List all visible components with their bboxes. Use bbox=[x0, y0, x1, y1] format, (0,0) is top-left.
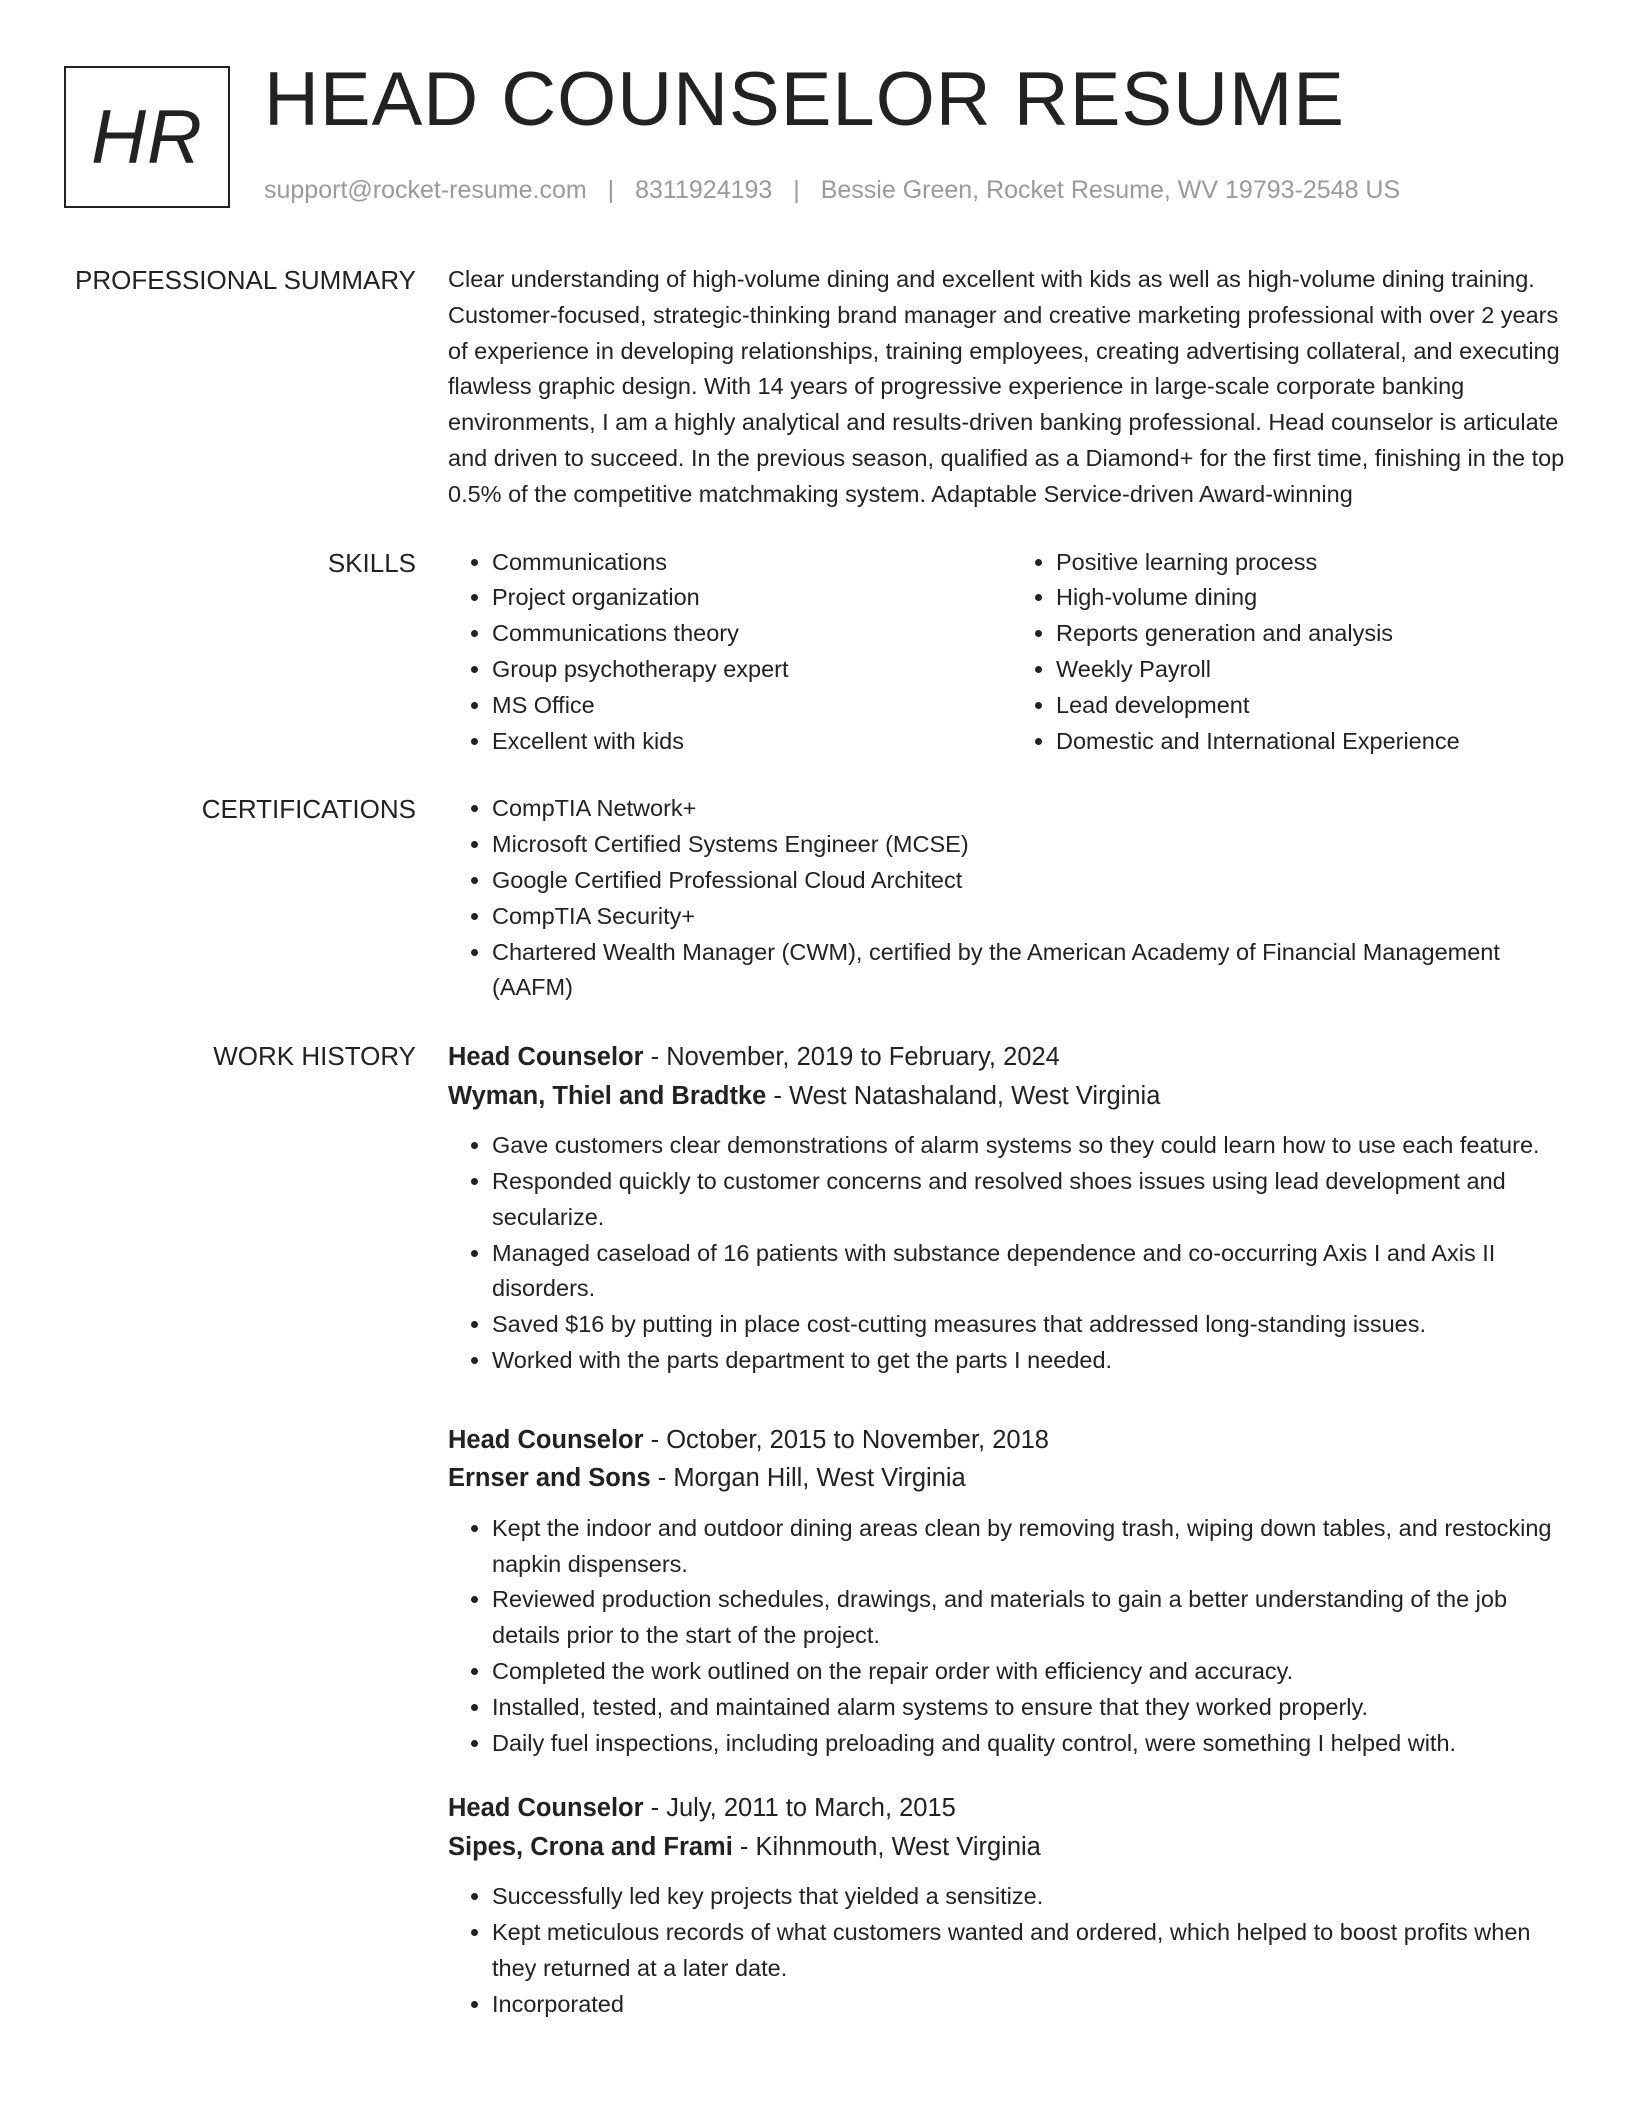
skill-item: • Weekly Payroll bbox=[1056, 652, 1576, 688]
skills-list-right bbox=[1012, 545, 1576, 760]
resume-title: HEAD COUNSELOR RESUME bbox=[264, 57, 1345, 142]
work-history-body bbox=[448, 1038, 1576, 2022]
skills-columns bbox=[448, 545, 1576, 760]
skill-item: • Group psychotherapy expert bbox=[492, 652, 1012, 688]
job-entry bbox=[448, 1789, 1576, 2022]
certification-item: • Chartered Wealth Manager (CWM), certified by the American Academy of Financial Management (AAFM) bbox=[492, 935, 1576, 1007]
contact-address: Bessie Green, Rocket Resume, WV 19793-2548 US bbox=[820, 176, 1401, 204]
job-title: Head Counselor bbox=[448, 1425, 644, 1454]
job-duty: • Responded quickly to customer concerns and resolved shoes issues using lead development and secularize. bbox=[492, 1164, 1576, 1236]
job-duty: • Successfully led key projects that yielded a sensitize. bbox=[492, 1879, 1576, 1915]
job-duties-list bbox=[448, 1128, 1576, 1379]
summary-body bbox=[448, 262, 1576, 513]
contact-separator: | bbox=[793, 176, 800, 204]
job-title: Head Counselor bbox=[448, 1794, 644, 1823]
skill-item: • Communications bbox=[492, 545, 1012, 581]
skills-section bbox=[64, 545, 1576, 760]
summary-text: Clear understanding of high-volume dining and excellent with kids as well as high-volume dining training. Customer-focused, strategic-thinking brand manager and creative marketing professional with over 2 years of experience in developing relationships, training employees, creating advertising collateral, and executing flawless graphic design. With 14 years of progressive experience in large-scale corporate banking environments, I am a highly analytical and results-driven banking professional. Head counselor is articulate and driven to succeed. In the previous season, qualified as a Diamond+ for the first time, finishing in the top 0.5% of the competitive matchmaking system. Adaptable Service-driven Award-winning bbox=[448, 266, 1565, 507]
certification-item: • Microsoft Certified Systems Engineer (MCSE) bbox=[492, 827, 1576, 863]
skill-item: • Reports generation and analysis bbox=[1056, 616, 1576, 652]
job-title-line bbox=[448, 1421, 1576, 1460]
skill-item: • Project organization bbox=[492, 580, 1012, 616]
certifications-section bbox=[64, 791, 1576, 1006]
job-duty: • Completed the work outlined on the repair order with efficiency and accuracy. bbox=[492, 1654, 1576, 1690]
certifications-list bbox=[448, 791, 1576, 1006]
contact-separator: | bbox=[607, 176, 615, 204]
job-title-line bbox=[448, 1038, 1576, 1077]
job-duty: • Managed caseload of 16 patients with substance dependence and co-occurring Axis I and Axis II disorders. bbox=[492, 1236, 1576, 1308]
section-heading: WORK HISTORY bbox=[213, 1041, 416, 1072]
skill-item: • Domestic and International Experience bbox=[1056, 724, 1576, 760]
job-duty: • Installed, tested, and maintained alarm systems to ensure that they worked properly. bbox=[492, 1690, 1576, 1726]
job-location: - Morgan Hill, West Virginia bbox=[650, 1464, 966, 1493]
job-duty: • Worked with the parts department to get the parts I needed. bbox=[492, 1343, 1576, 1379]
job-dates: - October, 2015 to November, 2018 bbox=[643, 1425, 1049, 1454]
certification-item: • Google Certified Professional Cloud Architect bbox=[492, 863, 1576, 899]
job-company: Sipes, Crona and Frami bbox=[448, 1832, 733, 1861]
skills-body bbox=[448, 545, 1576, 760]
job-duty: • Reviewed production schedules, drawings, and materials to gain a better understanding of the job details prior to the start of the project. bbox=[492, 1582, 1576, 1654]
resume-content bbox=[64, 262, 1576, 2022]
job-duty: • Kept meticulous records of what customers wanted and ordered, which helped to boost profits when they returned at a later date. bbox=[492, 1915, 1576, 1987]
job-duty: • Incorporated bbox=[492, 1987, 1576, 2023]
skills-list-left bbox=[448, 545, 1012, 760]
contact-phone: 8311924193 bbox=[635, 176, 773, 204]
skill-item: • Communications theory bbox=[492, 616, 1012, 652]
job-entry bbox=[448, 1421, 1576, 1762]
skill-item: • High-volume dining bbox=[1056, 580, 1576, 616]
job-company-line bbox=[448, 1459, 1576, 1498]
job-entry bbox=[448, 1038, 1576, 1379]
job-company-line bbox=[448, 1077, 1576, 1116]
skill-item: • MS Office bbox=[492, 688, 1012, 724]
contact-line bbox=[264, 176, 1400, 205]
job-dates: - November, 2019 to February, 2024 bbox=[643, 1043, 1060, 1072]
job-dates: - July, 2011 to March, 2015 bbox=[643, 1794, 956, 1823]
job-title-line bbox=[448, 1789, 1576, 1828]
work-history-section bbox=[64, 1038, 1576, 2022]
professional-summary-section bbox=[64, 262, 1576, 513]
skill-item: • Positive learning process bbox=[1056, 545, 1576, 581]
section-heading: PROFESSIONAL SUMMARY bbox=[75, 265, 416, 295]
job-duty: • Gave customers clear demonstrations of alarm systems so they could learn how to use each feature. bbox=[492, 1128, 1576, 1164]
job-title: Head Counselor bbox=[448, 1043, 644, 1072]
job-duties-list bbox=[448, 1879, 1576, 2022]
monogram-initials: HR bbox=[91, 94, 203, 180]
skill-item: • Excellent with kids bbox=[492, 724, 1012, 760]
certifications-body bbox=[448, 791, 1576, 1006]
job-duties-list bbox=[448, 1511, 1576, 1762]
job-company-line bbox=[448, 1828, 1576, 1867]
job-company: Ernser and Sons bbox=[448, 1464, 651, 1493]
certification-item: • CompTIA Network+ bbox=[492, 791, 1576, 827]
job-duty: • Kept the indoor and outdoor dining areas clean by removing trash, wiping down tables, and restocking napkin dispensers. bbox=[492, 1511, 1576, 1583]
job-company: Wyman, Thiel and Bradtke bbox=[448, 1081, 767, 1110]
job-location: - Kihnmouth, West Virginia bbox=[732, 1832, 1041, 1861]
certification-item: • CompTIA Security+ bbox=[492, 899, 1576, 935]
job-duty: • Saved $16 by putting in place cost-cutting measures that addressed long-standing issues. bbox=[492, 1307, 1576, 1343]
contact-email: support@rocket-resume.com bbox=[264, 176, 587, 204]
monogram-badge bbox=[64, 66, 230, 208]
skill-item: • Lead development bbox=[1056, 688, 1576, 724]
job-duty: • Daily fuel inspections, including preloading and quality control, were something I helped with. bbox=[492, 1726, 1576, 1762]
job-location: - West Natashaland, West Virginia bbox=[766, 1081, 1161, 1110]
section-heading: CERTIFICATIONS bbox=[201, 794, 416, 825]
section-heading: SKILLS bbox=[327, 547, 416, 578]
